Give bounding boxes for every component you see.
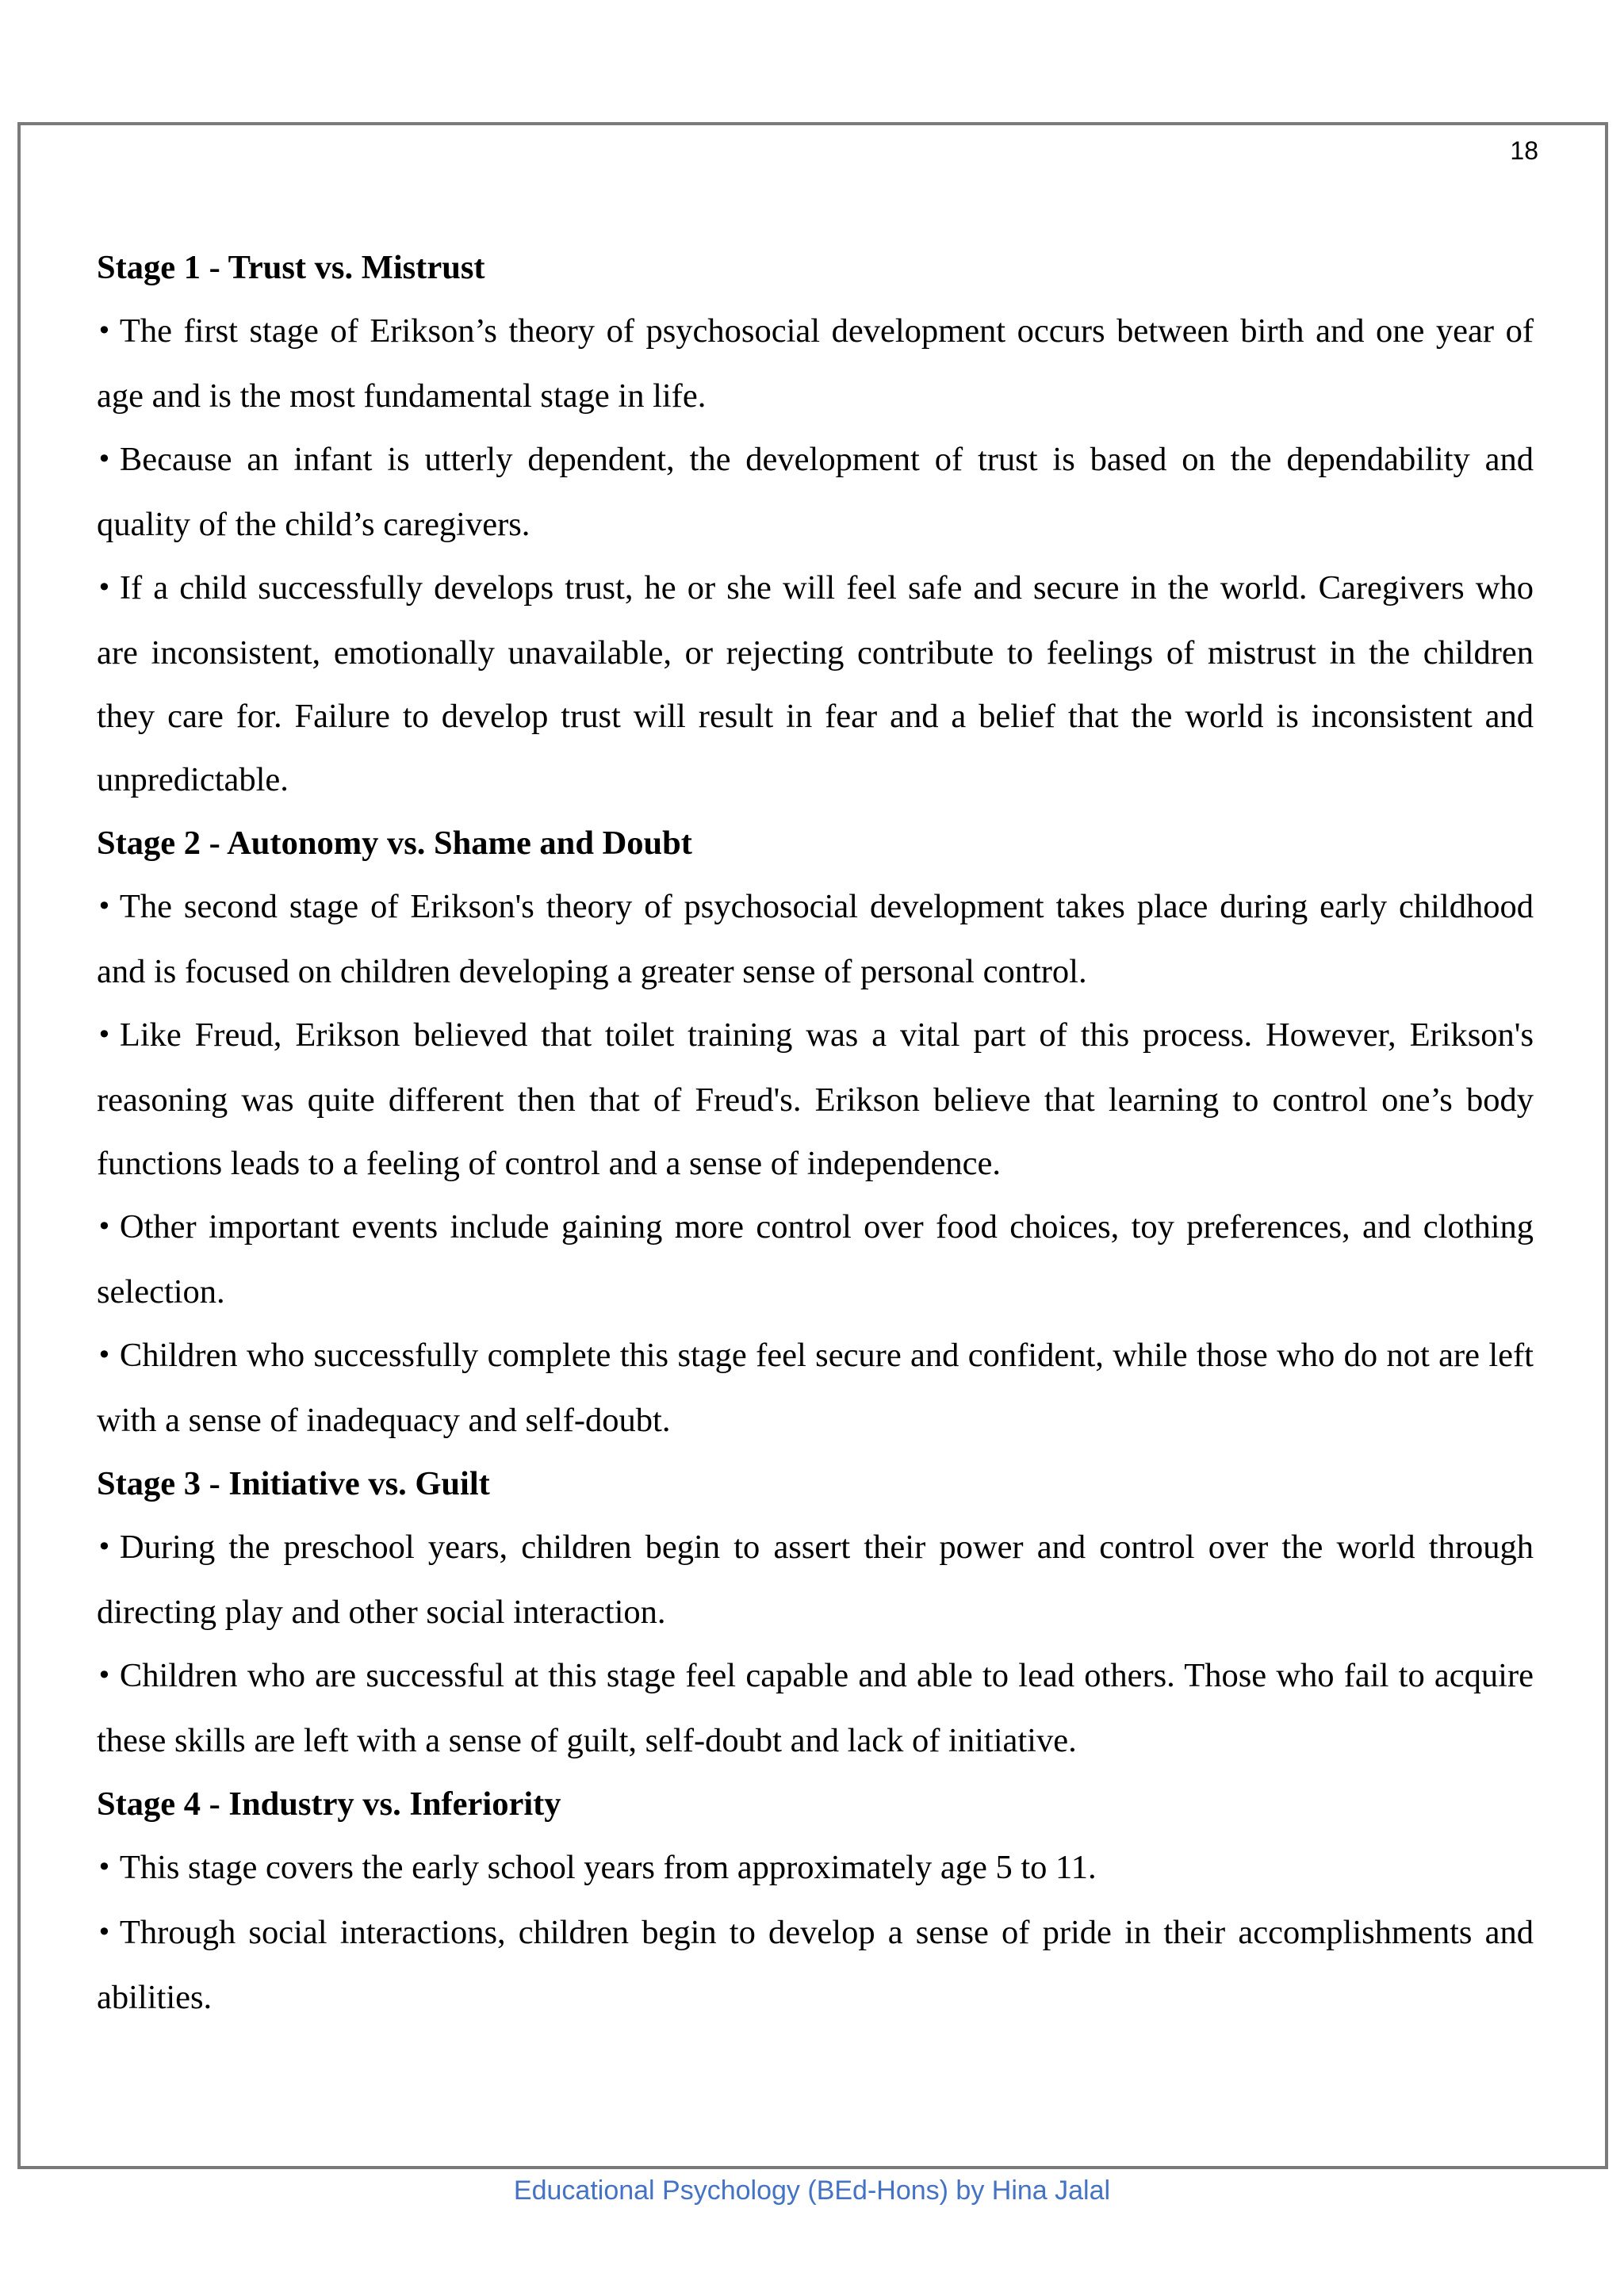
page-footer: Educational Psychology (BEd-Hons) by Hina Jalal	[513, 2175, 1111, 2206]
bullet-item: • Other important events include gaining more control over food choices, toy preferences, and clothing selection.	[97, 1196, 1534, 1324]
bullet-item: • Through social interactions, children begin to develop a sense of pride in their accomplishments and abilities.	[97, 1901, 1534, 2030]
section-heading: Stage 1 - Trust vs. Mistrust	[97, 249, 485, 286]
bullet-item: • If a child successfully develops trust, he or she will feel safe and secure in the world. Caregivers who are inconsistent, emotionally unavailable, or rejecting contribute to feelings of mistrust in the children they care for. Failure to develop trust will result in fear and a belief that the world is inconsistent and unpredictable.	[97, 557, 1534, 812]
page-number: 18	[1510, 136, 1538, 165]
bullet-item: • Because an infant is utterly dependent, the development of trust is based on the dependability and quality of the child’s caregivers.	[97, 428, 1534, 557]
section-heading: Stage 4 - Industry vs. Inferiority	[97, 1785, 561, 1823]
bullet-item: • The second stage of Erikson's theory of psychosocial development takes place during early childhood and is focused on children developing a greater sense of personal control.	[97, 875, 1534, 1004]
bullet-item: • Like Freud, Erikson believed that toilet training was a vital part of this process. However, Erikson's reasoning was quite different then that of Freud's. Erikson believe that learning to control one’s body functions leads to a feeling of control and a sense of independence.	[97, 1004, 1534, 1196]
bullet-item: • Children who are successful at this stage feel capable and able to lead others. Those who fail to acquire these skills are left with a sense of guilt, self-doubt and lack of initiative.	[97, 1644, 1534, 1773]
bullet-item: • During the preschool years, children begin to assert their power and control over the world through directing play and other social interaction.	[97, 1516, 1534, 1644]
section-heading: Stage 3 - Initiative vs. Guilt	[97, 1465, 490, 1502]
bullet-item: • Children who successfully complete this stage feel secure and confident, while those who do not are left with a sense of inadequacy and self-doubt.	[97, 1324, 1534, 1452]
bullet-item: • The first stage of Erikson’s theory of psychosocial development occurs between birth and one year of age and is the most fundamental stage in life.	[97, 300, 1534, 428]
section-heading: Stage 2 - Autonomy vs. Shame and Doubt	[97, 825, 692, 862]
document-body	[97, 236, 1534, 2030]
bullet-item: • This stage covers the early school years from approximately age 5 to 11.	[97, 1836, 1534, 1901]
